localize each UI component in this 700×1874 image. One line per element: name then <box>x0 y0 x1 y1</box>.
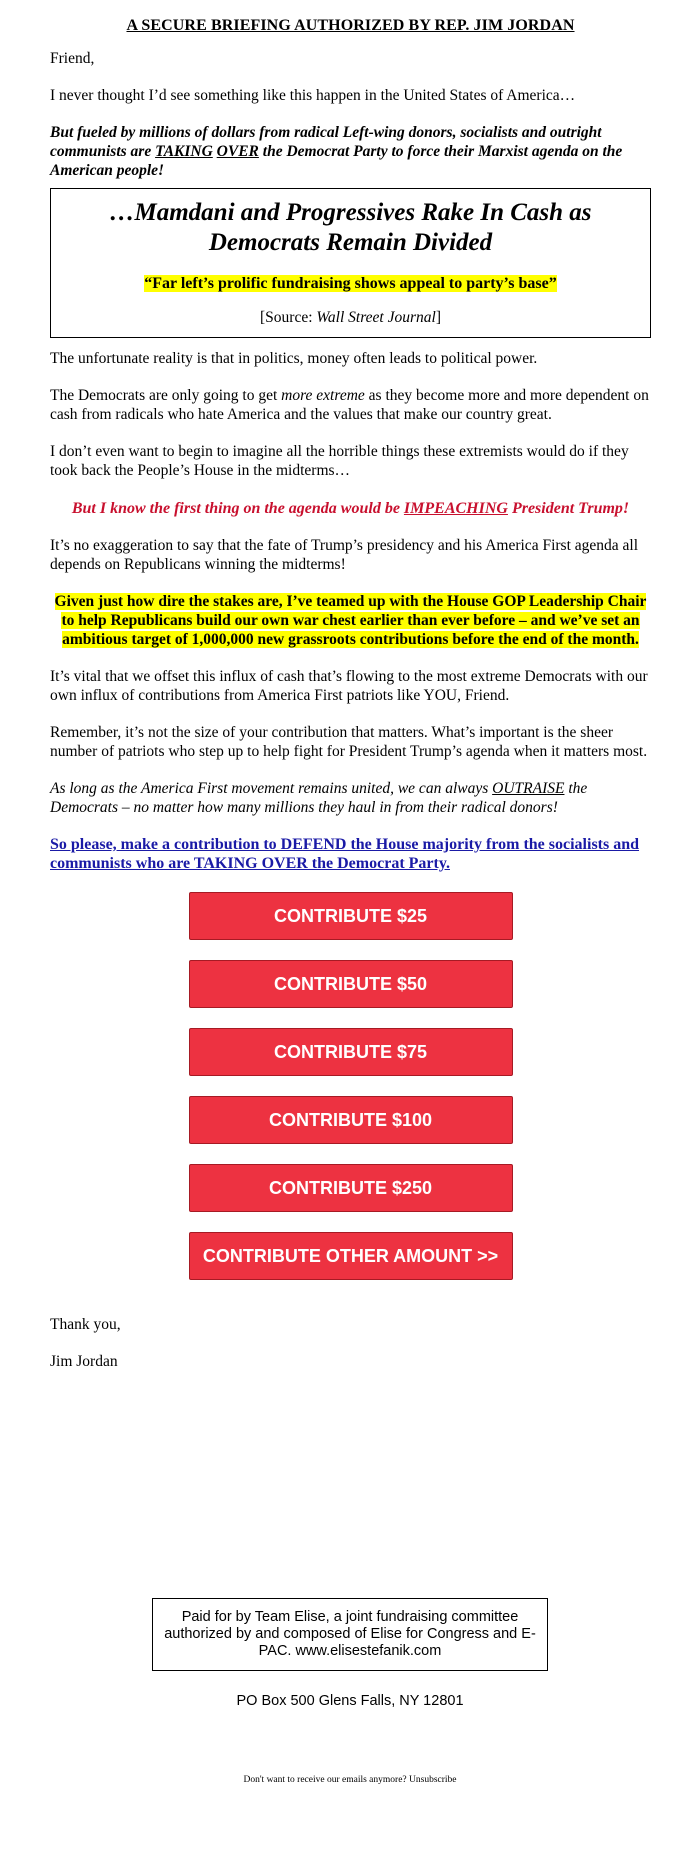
contribute-50-button[interactable]: CONTRIBUTE $50 <box>189 960 513 1008</box>
contribute-75-button[interactable]: CONTRIBUTE $75 <box>189 1028 513 1076</box>
highlighted-paragraph: Given just how dire the stakes are, I’ve teamed up with the House GOP Leadership Chair to help Republicans build our own war chest earlier than ever before – and we’ve set an ambitious target of 1,000,000 new grassroots contributions before the end of the month. <box>54 593 647 648</box>
greeting: Friend, <box>50 50 95 67</box>
contribute-other-amount-button[interactable]: CONTRIBUTE OTHER AMOUNT >> <box>189 1232 513 1280</box>
paragraph-fate: It’s no exaggeration to say that the fate of Trump’s presidency and his America First agenda all depends on Republicans winning the midterms! <box>50 537 639 573</box>
quote-source: [Source: Wall Street Journal] <box>260 309 441 326</box>
red-callout: But I know the first thing on the agenda would be IMPEACHING President Trump! <box>71 500 630 517</box>
headline: A SECURE BRIEFING AUTHORIZED BY REP. JIM JORDAN <box>126 17 575 34</box>
paragraph-reality: The unfortunate reality is that in politics, money often leads to political power. <box>50 350 538 367</box>
paragraph-extreme: The Democrats are only going to get more extreme as they become more and more dependent on cash from radicals who hate America and the values that make our country great. <box>50 387 649 423</box>
paid-for-disclaimer: Paid for by Team Elise, a joint fundraising committee authorized by and composed of Elise for Congress and E-PAC. www.elisestefanik.com <box>152 1598 548 1671</box>
mailing-address: PO Box 500 Glens Falls, NY 12801 <box>236 1693 464 1709</box>
contribute-100-button[interactable]: CONTRIBUTE $100 <box>189 1096 513 1144</box>
email-body <box>50 17 651 1371</box>
quote-subtitle: “Far left’s prolific fundraising shows appeal to party’s base” <box>144 275 557 292</box>
contribute-link[interactable]: So please, make a contribution to DEFEND the House majority from the socialists and communists who are TAKING OVER the Democrat Party. <box>50 836 640 872</box>
unsubscribe-link[interactable]: Don't want to receive our emails anymore? Unsubscribe <box>243 1775 457 1785</box>
closing: Thank you, <box>50 1316 121 1333</box>
contribute-250-button[interactable]: CONTRIBUTE $250 <box>189 1164 513 1212</box>
contribute-buttons <box>50 892 651 1300</box>
paragraph-offset: It’s vital that we offset this influx of cash that’s flowing to the most extreme Democrats with our own influx of contributions from America First patriots like YOU, Friend. <box>50 668 648 704</box>
quote-box <box>50 188 651 338</box>
paragraph-remember: Remember, it’s not the size of your contribution that matters. What’s important is the sheer number of patriots who step up to help fight for President Trump’s agenda when it matters most. <box>50 724 648 760</box>
bold-paragraph: But fueled by millions of dollars from radical Left-wing donors, socialists and outright communists are TAKING OVER the Democrat Party to force their Marxist agenda on the American people! <box>50 124 623 179</box>
paragraph-imagine: I don’t even want to begin to imagine all the horrible things these extremists would do if they took back the People’s House in the midterms… <box>50 443 629 479</box>
italic-paragraph: As long as the America First movement remains united, we can always OUTRAISE the Democrats – no matter how many millions they haul in from their radical donors! <box>50 780 588 816</box>
signature: Jim Jordan <box>50 1353 118 1370</box>
intro-paragraph: I never thought I’d see something like this happen in the United States of America… <box>50 87 576 104</box>
quote-title: …Mamdani and Progressives Rake In Cash as Democrats Remain Divided <box>109 199 592 256</box>
contribute-25-button[interactable]: CONTRIBUTE $25 <box>189 892 513 940</box>
